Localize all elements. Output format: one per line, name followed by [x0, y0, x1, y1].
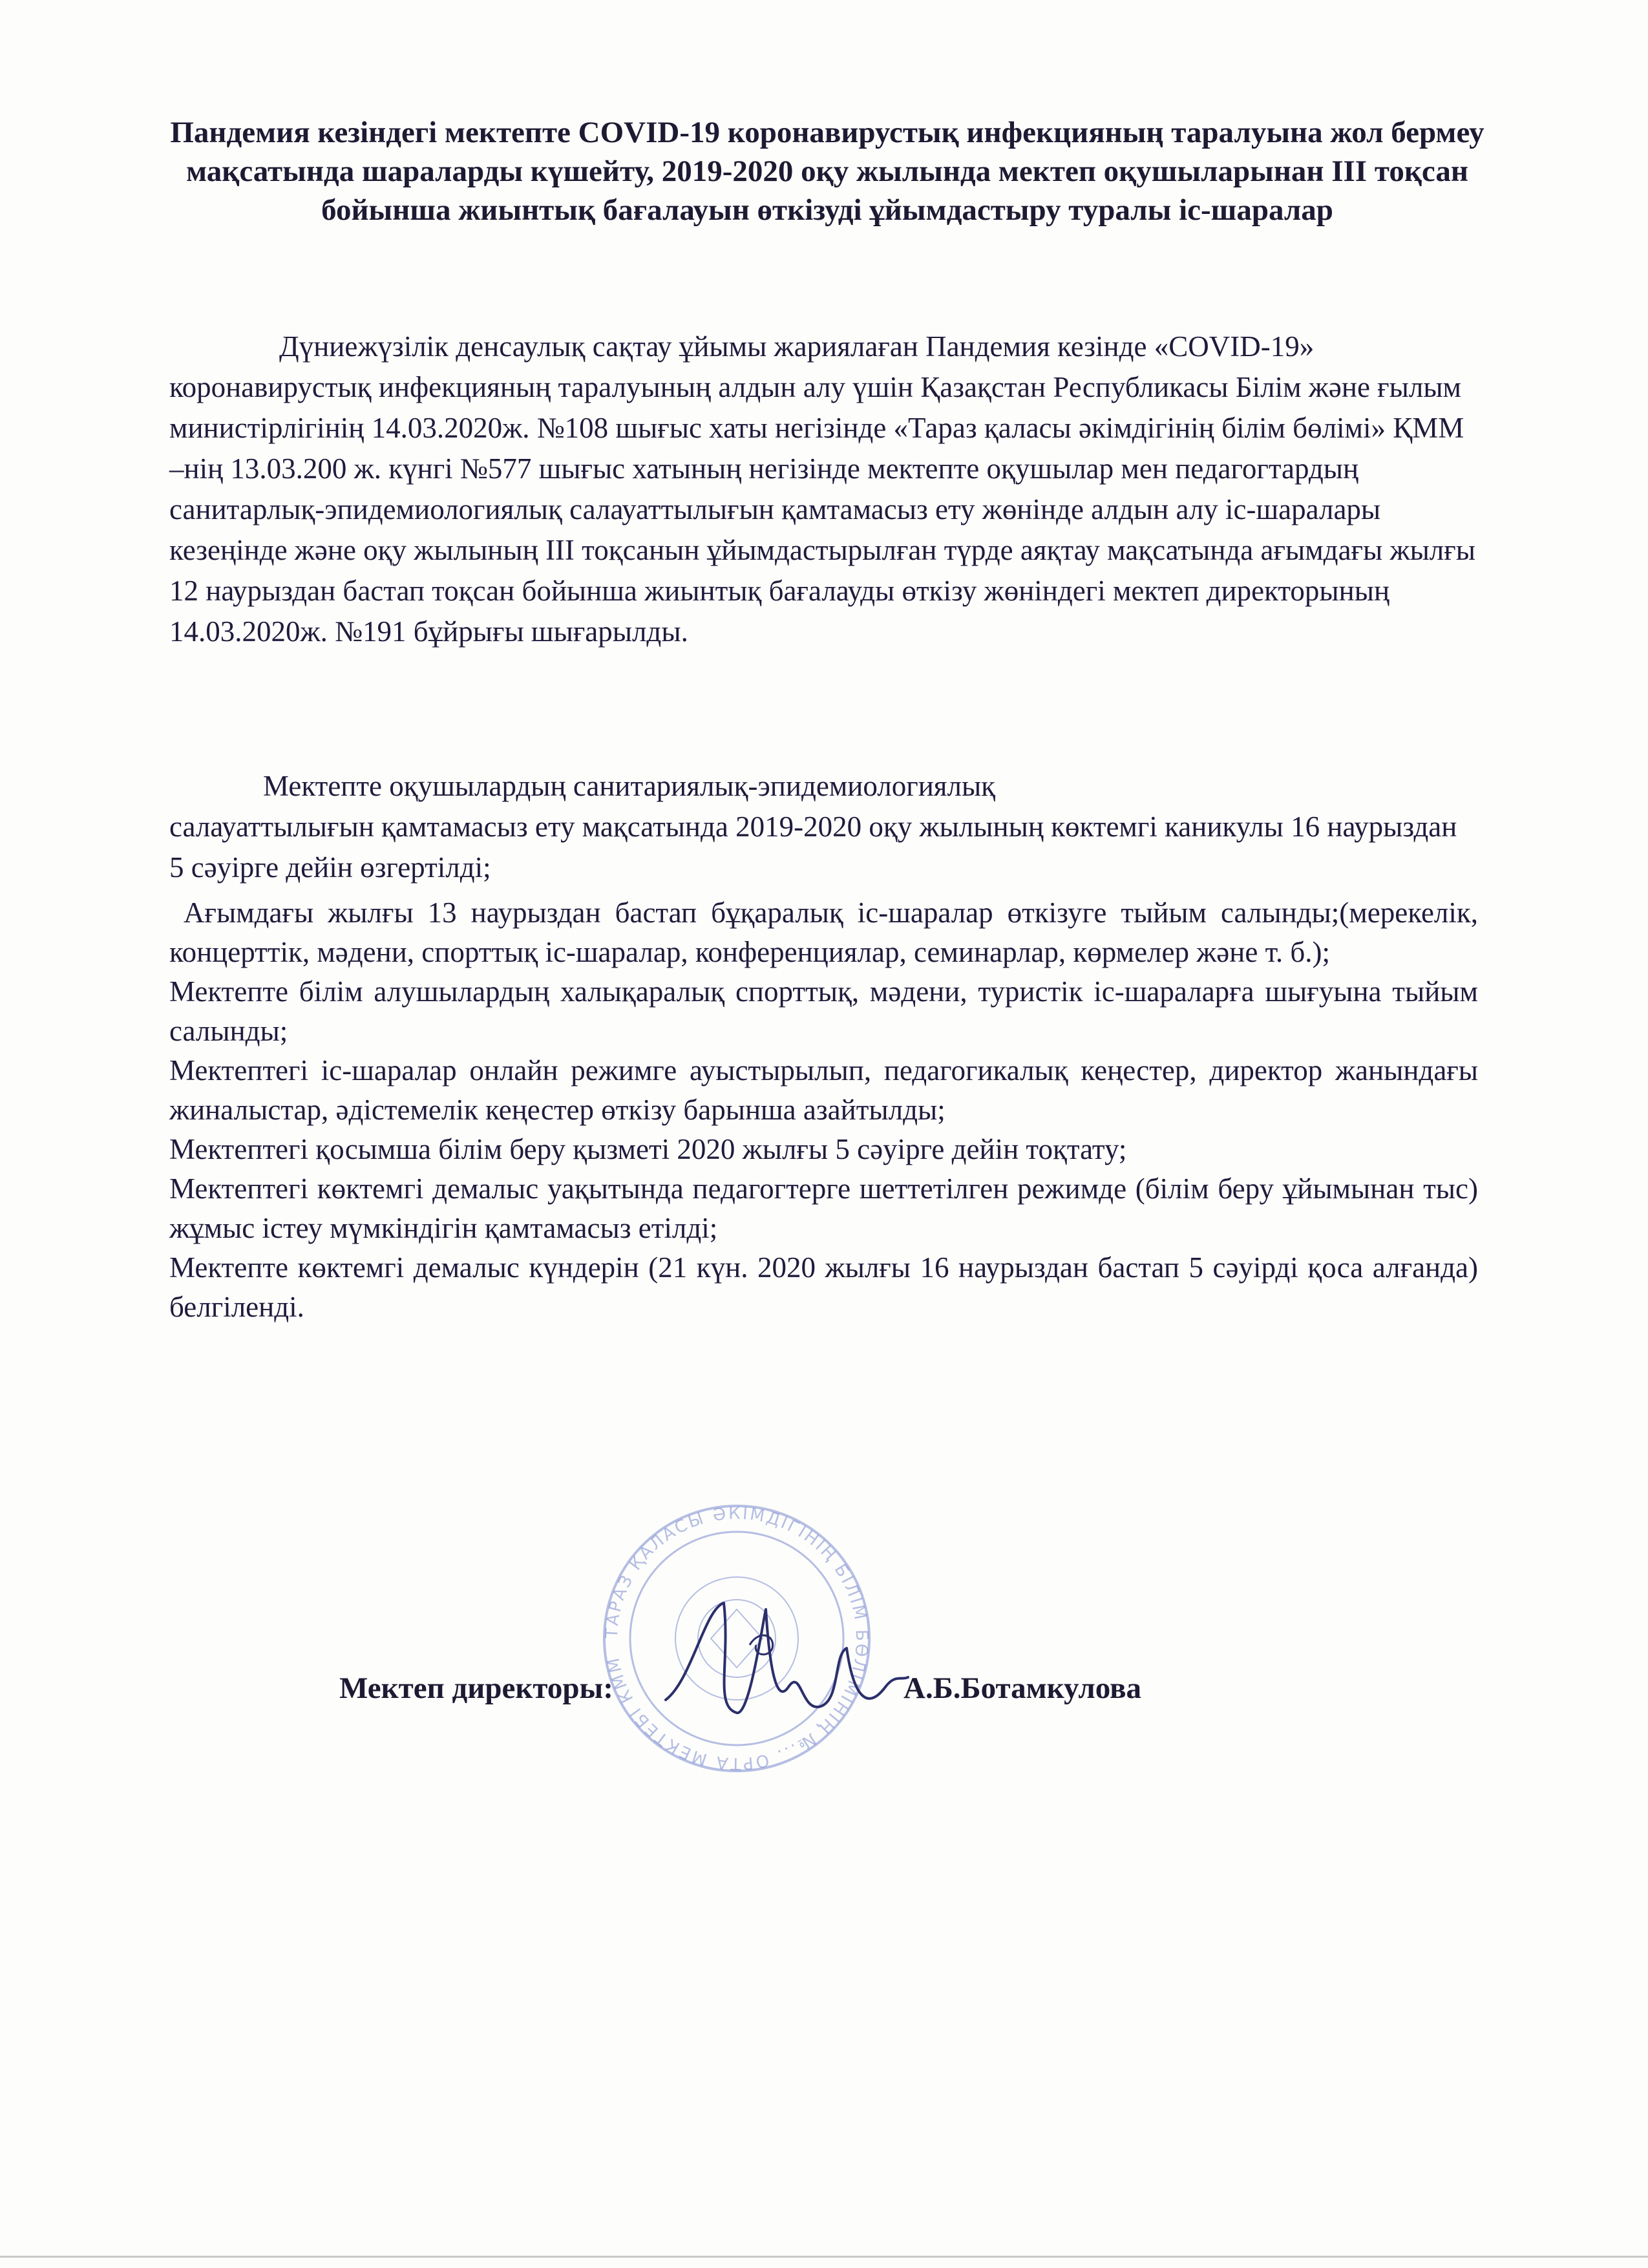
signature-block: [0, 1500, 1648, 1774]
list-item: Ағымдағы жылғы 13 наурыздан бастап бұқаралық іс-шаралар өткізуге тыйым салынды;(мерекелік, концерттік, мәдени, спорттық іс-шаралар, конференциялар, семинарлар, көрмелер және т. б.);: [169, 896, 1478, 968]
list-item: Мектепте көктемгі демалыс күндерін (21 күн. 2020 жылғы 16 наурыздан бастап 5 сәуірді қоса алғанда) белгіленді.: [169, 1251, 1478, 1323]
list-item: Мектепте білім алушылардың халықаралық спорттық, мәдени, туристік іс-шараларға шығуына тыйым салынды;: [169, 975, 1478, 1047]
list-item: Мектептегі қосымша білім беру қызметі 2020 жылғы 5 сәуірге дейін тоқтату;: [169, 1133, 1127, 1165]
paragraph-2-first-line: Мектепте оқушылардың санитариялық-эпидемиологиялық: [263, 770, 996, 802]
paragraph-1: Дүниежүзілік денсаулық сақтау ұйымы жариялаған Пандемия кезінде «COVID-19» коронавирустық инфекцияның таралуының алдын алу үшін Қазақстан Республикасы Білім және ғылым министірлігінің 14.03.2020ж. №108 шығыс хаты негізінде «Тараз қаласы әкімдігінің білім бөлімі» ҚММ –нің 13.03.200 ж. күнгі №577 шығыс хатының негізінде мектепте оқушылар мен педагогтардың санитарлық-эпидемиологиялық салауаттылығын қамтамасыз ету жөнінде алдын алу іс-шаралары кезеңінде және оқу жылының III тоқсанын ұйымдастырылған түрде аяқтау мақсатында ағымдағы жылғы 12 наурыздан бастап тоқсан бойынша жиынтық бағалауды өткізу жөніндегі мектеп директорының 14.03.2020ж. №191 бұйрығы шығарылды.: [169, 330, 1475, 648]
paragraph-2-rest: салауаттылығын қамтамасыз ету мақсатында 2019-2020 оқу жылының көктемгі каникулы 16 наурыздан 5 сәуірге дейін өзгертілді;: [169, 811, 1457, 884]
signature-label: Мектеп директоры:: [339, 1671, 613, 1705]
signatory-name: А.Б.Ботамкулова: [903, 1671, 1141, 1705]
scan-edge-line: [0, 2256, 1648, 2258]
measures-list: [169, 893, 1478, 1327]
stamp-text: ТАРАЗ ҚАЛАСЫ ӘКІМДІГІНІҢ БІЛІМ БӨЛІМІНІҢ №... ОРТА МЕКТЕБІ КММ: [602, 1503, 872, 1774]
paragraph-2: [169, 766, 1478, 888]
document-title: Пандемия кезіндегі мектепте COVID-19 коронавирустық инфекцияның таралуына жол бермеу мақсатында шараларды күшейту, 2019-2020 оқу жылында мектеп оқушыларынан III тоқсан бойынша жиынтық бағалауын өткізуді ұйымдастыру туралы іс-шаралар: [170, 116, 1484, 227]
list-item: Мектептегі іс-шаралар онлайн режимге ауыстырылып, педагогикалық кеңестер, директор жанындағы жиналыстар, әдістемелік кеңестер өткізу барынша азайтылды;: [169, 1054, 1478, 1126]
handwritten-signature: [653, 1584, 911, 1739]
list-item: Мектептегі көктемгі демалыс уақытында педагогтерге шеттетілген режимде (білім беру ұйымынан тыс) жұмыс істеу мүмкіндігін қамтамасыз етілді;: [169, 1172, 1478, 1244]
